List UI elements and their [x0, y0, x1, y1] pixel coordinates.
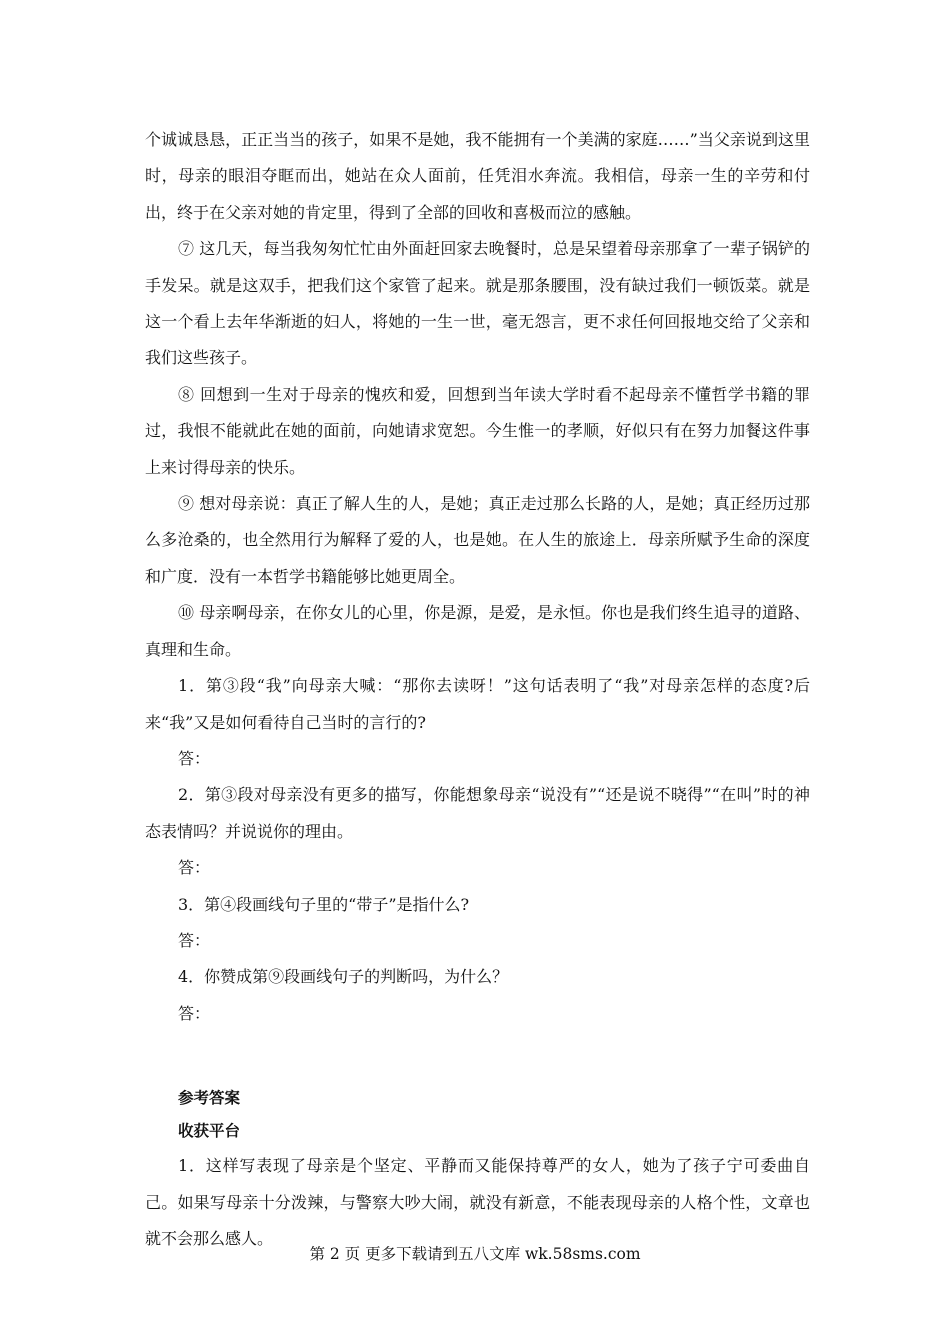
question-3: 3．第④段画线句子里的“带子”是指什么? [178, 894, 470, 914]
document-body [145, 122, 810, 1257]
answer-1: 1．这样写表现了母亲是个坚定、平静而又能保持尊严的女人，她为了孩子宁可委曲自己。如果写母亲十分泼辣，与警察大吵大闹，就没有新意，不能表现母亲的人格个性，文章也就不会那么感人。 [145, 1156, 810, 1248]
paragraph-9: ⑨ 想对母亲说：真正了解人生的人，是她；真正走过那么长路的人，是她；真正经历过那么多沧桑的，也全然用行为解释了爱的人，也是她。在人生的旅途上．母亲所赋予生命的深度和广度．没有一本哲学书籍能够比她更周全。 [145, 494, 810, 586]
question-2-answer-label: 答： [178, 858, 211, 878]
question-3-answer-label: 答： [178, 930, 211, 950]
question-4: 4．你赞成第⑨段画线句子的判断吗，为什么？ [178, 967, 509, 987]
page-footer: 第 2 页 更多下载请到五八文库 wk.58sms.com [309, 1245, 641, 1263]
paragraph-8: ⑧ 回想到一生对于母亲的愧疚和爱，回想到当年读大学时看不起母亲不懂哲学书籍的罪过，我恨不能就此在她的面前，向她请求宽恕。今生惟一的孝顺，好似只有在努力加餐这件事上来讨得母亲的快乐。 [145, 384, 810, 477]
harvest-section-title: 收获平台 [178, 1122, 241, 1141]
question-2: 2．第③段对母亲没有更多的描写，你能想象母亲“说没有”“还是说不晓得”“在叫”时的神态表情吗？并说说你的理由。 [145, 785, 810, 841]
paragraph-7: ⑦ 这几天，每当我匆匆忙忙由外面赶回家去晚餐时，总是呆望着母亲那拿了一辈子锅铲的手发呆。就是这双手，把我们这个家管了起来。就是那条腰围，没有缺过我们一顿饭菜。就是这一个看上去年华渐逝的妇人，将她的一生一世，毫无怨言，更不求任何回报地交给了父亲和我们这些孩子。 [145, 239, 810, 368]
question-1-answer-label: 答： [178, 748, 211, 768]
section-gap [145, 1032, 810, 1068]
reference-answer-title: 参考答案 [178, 1089, 241, 1108]
reference-answer-section [145, 1082, 810, 1257]
question-4-answer-label: 答： [178, 1003, 211, 1023]
question-1: 1．第③段“我”向母亲大喊：“那你去读呀！”这句话表明了“我”对母亲怎样的态度?后来“我”又是如何看待自己当时的言行的? [145, 676, 810, 732]
paragraph-6-continued: 个诚诚恳恳，正正当当的孩子，如果不是她，我不能拥有一个美满的家庭……”当父亲说到这里时，母亲的眼泪夺眶而出，她站在众人面前，任凭泪水奔流。我相信，母亲一生的辛劳和付出，终于在父亲对她的肯定里，得到了全部的回收和喜极而泣的感触。 [145, 130, 810, 222]
paragraph-10: ⑩ 母亲啊母亲，在你女儿的心里，你是源，是爱，是永恒。你也是我们终生追寻的道路、真理和生命。 [145, 603, 810, 659]
